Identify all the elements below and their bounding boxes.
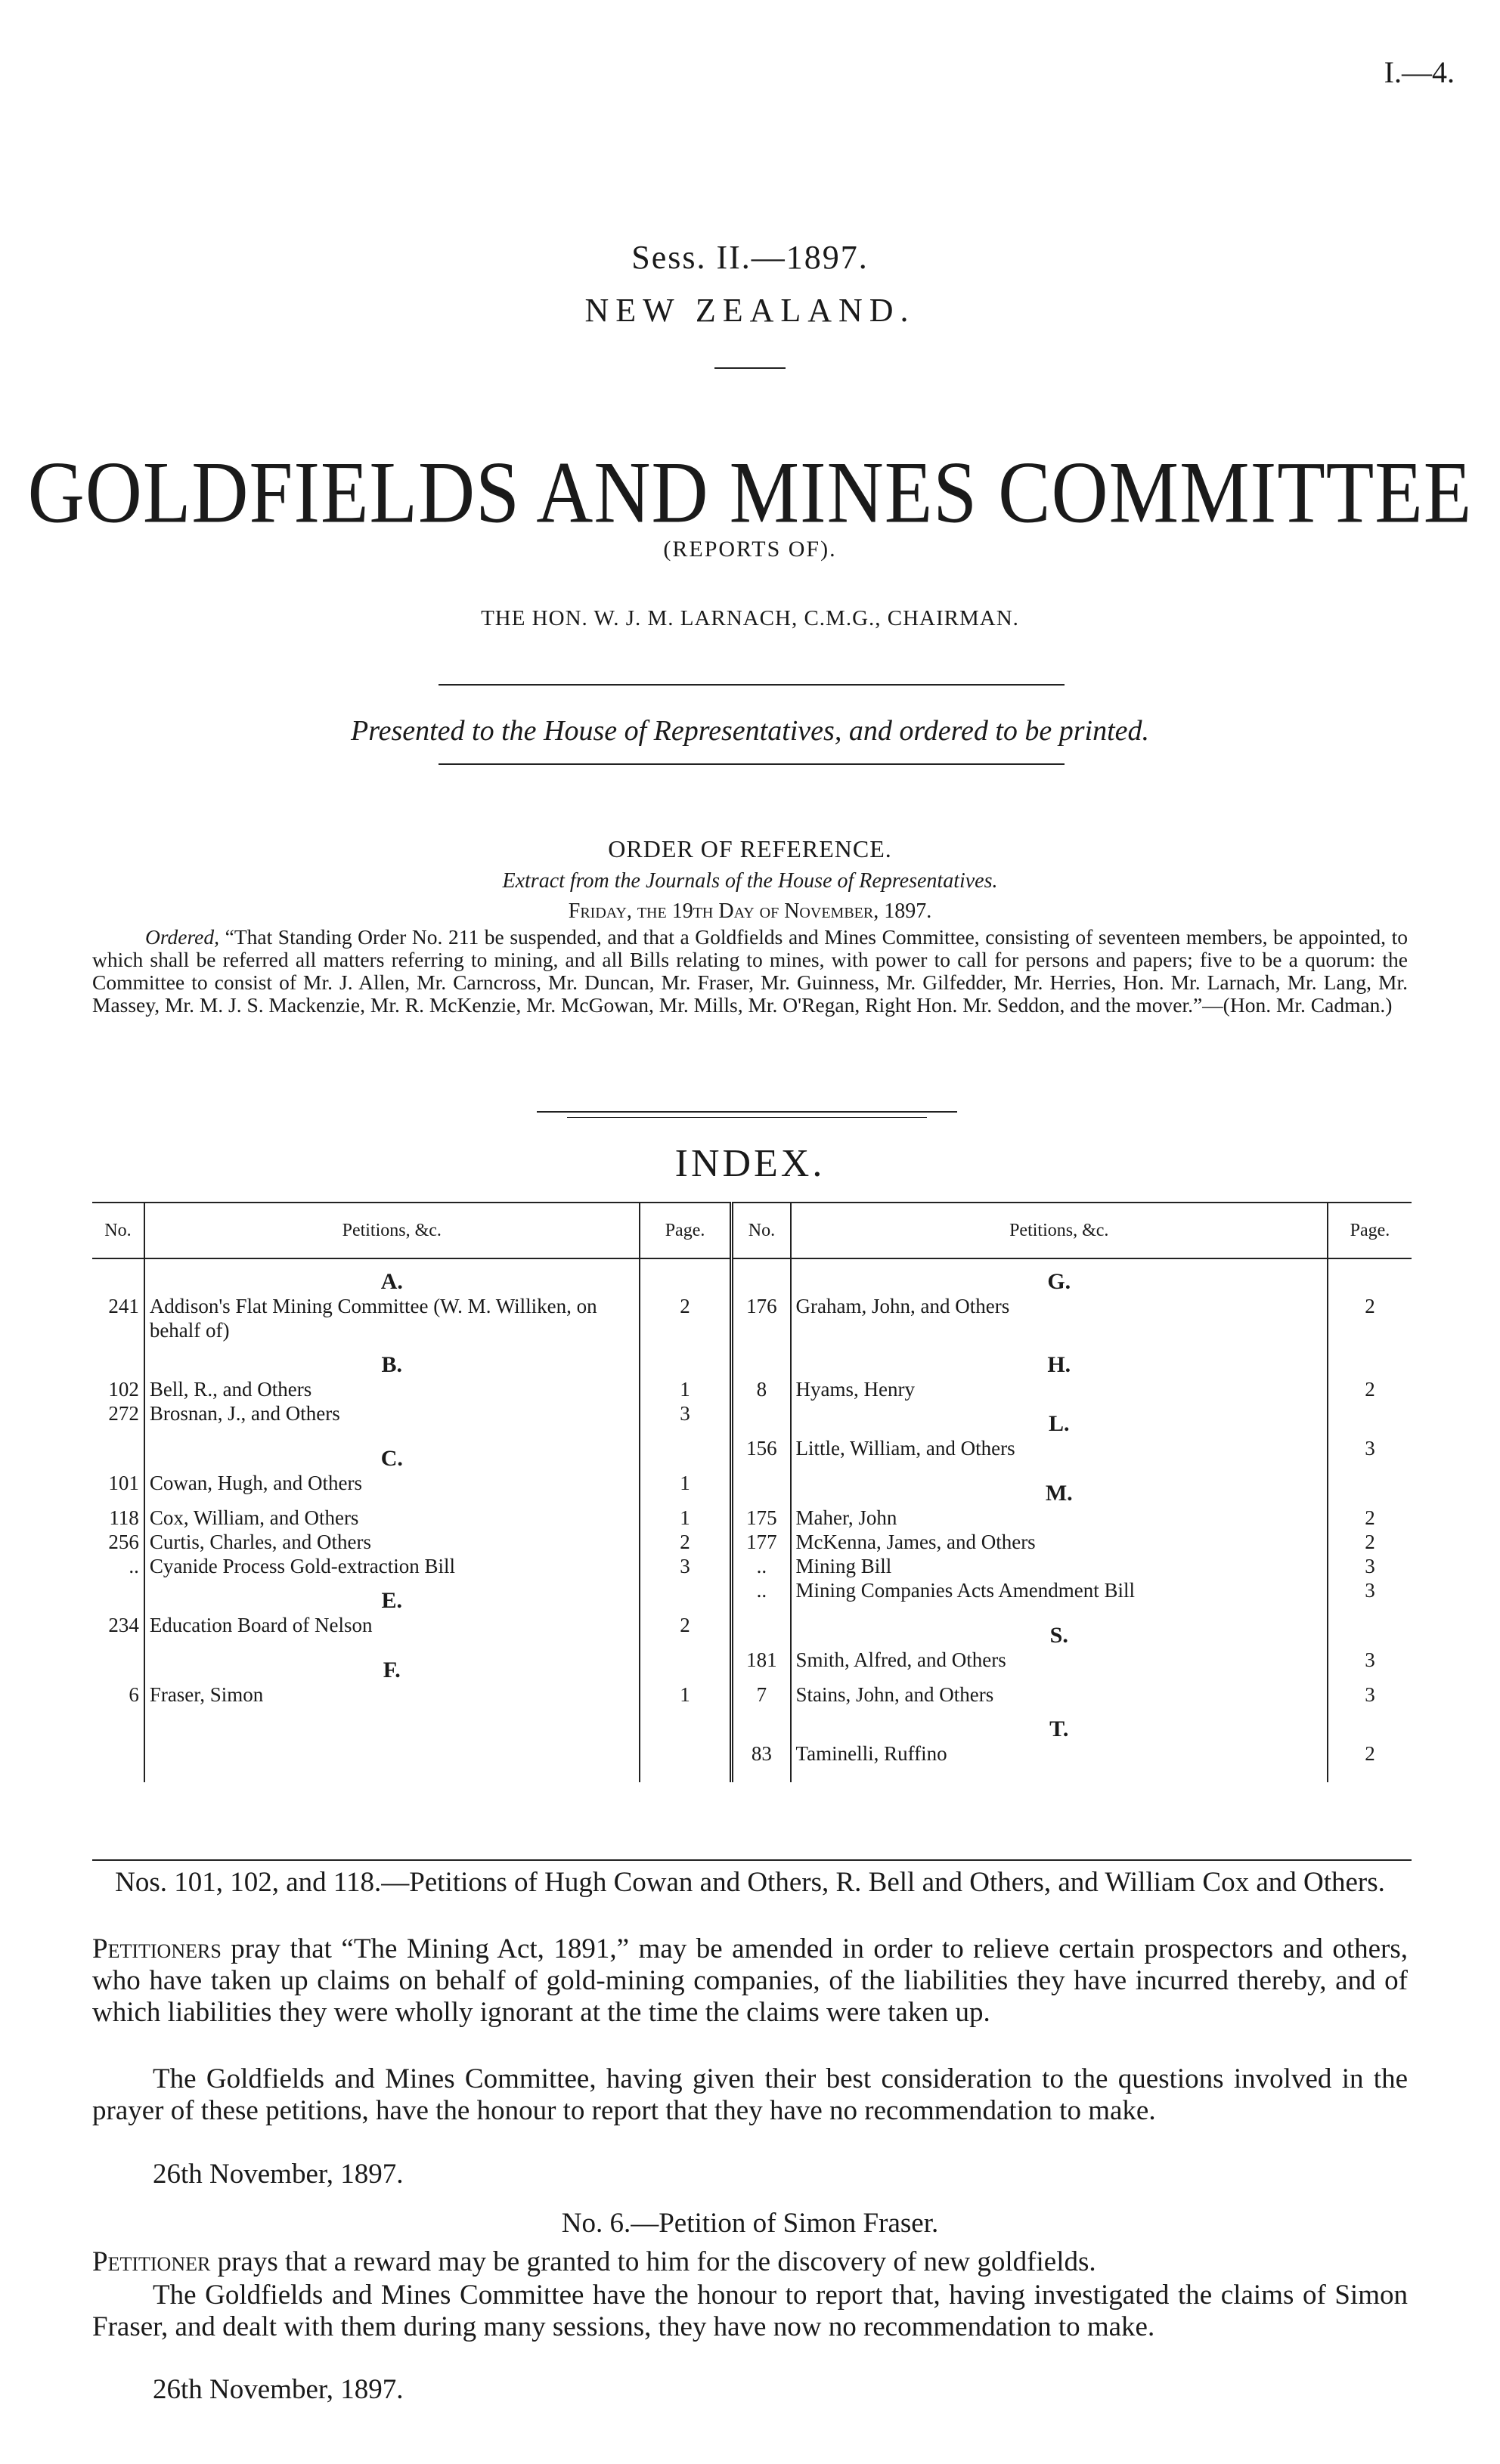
order-extract: Extract from the Journals of the House of Representatives. xyxy=(502,869,998,893)
index-letter-left: A. xyxy=(144,1258,640,1294)
col-no-right: No. xyxy=(732,1203,791,1258)
index-entry-text: McKenna, James, and Others xyxy=(795,1531,1036,1553)
index-no-left: 118 xyxy=(109,1506,139,1529)
index-row xyxy=(92,1401,1412,1436)
index-no-right xyxy=(732,1258,791,1294)
index-page-right: 3 xyxy=(1328,1554,1412,1578)
index-letter-right: M. xyxy=(791,1471,1328,1506)
section2-para2 xyxy=(92,2280,1408,2343)
col-no-left: No. xyxy=(92,1203,144,1258)
index-page-right: 2 xyxy=(1328,1530,1412,1554)
index-row xyxy=(92,1506,1412,1530)
section1-date: 26th November, 1897. xyxy=(153,2159,404,2190)
index-no-right: .. xyxy=(732,1578,791,1613)
section1-para1 xyxy=(92,1933,1408,2029)
index-entry-text: Mining Bill xyxy=(795,1555,892,1577)
index-row xyxy=(92,1578,1412,1613)
index-entry-left xyxy=(144,1707,640,1741)
index-entry-text: Curtis, Charles, and Others xyxy=(149,1531,372,1553)
index-entry-right xyxy=(791,1741,1328,1766)
index-page-right: 3 xyxy=(1328,1578,1412,1613)
index-page-left xyxy=(640,1578,732,1613)
session-line: Sess. II.—1897. xyxy=(631,239,869,276)
index-spacer-cell xyxy=(732,1766,791,1782)
chairman-line: THE HON. W. J. M. LARNACH, C.M.G., CHAIRMAN. xyxy=(481,606,1019,630)
index-page-left xyxy=(640,1436,732,1471)
divider-short xyxy=(714,367,786,369)
document-subtitle: (REPORTS OF). xyxy=(663,537,837,562)
index-no-right xyxy=(732,1342,791,1377)
index-page-right: 2 xyxy=(1328,1377,1412,1401)
index-letter-right: L. xyxy=(791,1401,1328,1436)
index-no-right xyxy=(732,1707,791,1741)
index-no-right xyxy=(732,1471,791,1506)
index-entry-left xyxy=(144,1506,640,1530)
index-spacer-cell xyxy=(92,1766,144,1782)
index-no-left: .. xyxy=(129,1555,139,1577)
index-entry-left xyxy=(144,1377,640,1401)
index-row xyxy=(92,1741,1412,1766)
index-page-right: 2 xyxy=(1328,1506,1412,1530)
index-page-right: 2 xyxy=(1328,1294,1412,1342)
index-spacer-cell xyxy=(791,1766,1328,1782)
index-page-left: 3 xyxy=(640,1401,732,1436)
index-no-right: 176 xyxy=(732,1294,791,1342)
section2-para1 xyxy=(92,2246,1408,2278)
index-no-right xyxy=(732,1401,791,1436)
index-entry-left xyxy=(144,1613,640,1648)
index-entry-text: Little, William, and Others xyxy=(795,1437,1015,1460)
index-entry-text: Brosnan, J., and Others xyxy=(149,1402,340,1425)
section2-p2-text: The Goldfields and Mines Committee have the honour to report that, having investigated the claims of Simon Fraser, and dealt with them during many sessions, they have now no recommendation to make. xyxy=(92,2280,1408,2342)
index-page-left xyxy=(640,1707,732,1741)
section1-p2-text: The Goldfields and Mines Committee, having given their best consideration to the questions involved in the prayer of these petitions, have the honour to report that they have no recommendation to make. xyxy=(92,2063,1408,2126)
section1-p1-text: pray that “The Mining Act, 1891,” may be amended in order to relieve certain prospectors and others, who have taken up claims on behalf of gold-mining companies, of the liabilities they have incurred thereby, and of which liabilities they were wholly ignorant at the time the claims were taken up. xyxy=(92,1933,1409,2028)
index-no-left xyxy=(92,1342,144,1377)
index-no-right: 177 xyxy=(732,1530,791,1554)
index-table xyxy=(92,1202,1412,1782)
index-entry-left xyxy=(144,1401,640,1436)
section1-heading-text: Nos. 101, 102, and 118.—Petitions of Hugh Cowan and Others, R. Bell and Others, and William Cox and Others. xyxy=(115,1867,1385,1898)
order-heading: ORDER OF REFERENCE. xyxy=(608,835,892,862)
index-spacer-row xyxy=(92,1766,1412,1782)
divider-presented-top xyxy=(439,684,1065,686)
index-entry-left xyxy=(144,1741,640,1766)
index-entry-left xyxy=(144,1682,640,1707)
section1-heading xyxy=(92,1867,1408,1899)
index-row xyxy=(92,1436,1412,1471)
index-entry-left xyxy=(144,1530,640,1554)
index-page-right xyxy=(1328,1401,1412,1436)
index-page-left: 1 xyxy=(640,1506,732,1530)
index-entry-text: Addison's Flat Mining Committee (W. M. Williken, on behalf of) xyxy=(149,1295,597,1342)
index-no-left: 102 xyxy=(108,1378,139,1401)
index-no-left: 256 xyxy=(108,1531,139,1553)
index-letter-left: C. xyxy=(144,1436,640,1471)
index-entry-text: Graham, John, and Others xyxy=(795,1295,1010,1317)
index-entry-right xyxy=(791,1436,1328,1471)
index-entry-text: Smith, Alfred, and Others xyxy=(795,1648,1006,1671)
col-page-left: Page. xyxy=(640,1203,732,1258)
index-page-right: 3 xyxy=(1328,1436,1412,1471)
index-entry-text: Education Board of Nelson xyxy=(149,1614,373,1636)
index-no-right xyxy=(732,1613,791,1648)
index-entry-right xyxy=(791,1578,1328,1613)
index-no-right: 83 xyxy=(732,1741,791,1766)
index-no-left xyxy=(92,1707,144,1741)
index-spacer-cell xyxy=(640,1766,732,1782)
index-page-right: 3 xyxy=(1328,1682,1412,1707)
index-no-left: 101 xyxy=(108,1472,139,1494)
index-page-right: 3 xyxy=(1328,1648,1412,1682)
index-no-right: 181 xyxy=(732,1648,791,1682)
index-letter-right: H. xyxy=(791,1342,1328,1377)
order-lead: Ordered, xyxy=(145,925,220,949)
index-no-left: 241 xyxy=(108,1295,139,1317)
index-no-left: 6 xyxy=(129,1683,139,1706)
index-page-left xyxy=(640,1342,732,1377)
index-page-left: 2 xyxy=(640,1530,732,1554)
index-no-left xyxy=(92,1578,144,1613)
index-page-right xyxy=(1328,1258,1412,1294)
index-letter-right: T. xyxy=(791,1707,1328,1741)
index-entry-right xyxy=(791,1554,1328,1578)
index-no-right: 175 xyxy=(732,1506,791,1530)
index-entry-left xyxy=(144,1554,640,1578)
order-date: Friday, the 19th Day of November, 1897. xyxy=(568,899,932,923)
index-page-left: 3 xyxy=(640,1554,732,1578)
index-entry-text: Cox, William, and Others xyxy=(149,1506,359,1529)
index-page-right xyxy=(1328,1471,1412,1506)
presented-line: Presented to the House of Representatives, and ordered to be printed. xyxy=(350,715,1150,747)
index-letter-left: B. xyxy=(144,1342,640,1377)
page-reference: I.—4. xyxy=(1384,55,1455,89)
index-entry-text: Fraser, Simon xyxy=(149,1683,264,1706)
index-spacer-cell xyxy=(1328,1766,1412,1782)
index-no-left xyxy=(92,1258,144,1294)
index-entry-text: Stains, John, and Others xyxy=(795,1683,994,1706)
index-heading: INDEX. xyxy=(674,1142,826,1185)
index-page-right xyxy=(1328,1707,1412,1741)
index-entry-right xyxy=(791,1506,1328,1530)
index-page-left: 2 xyxy=(640,1294,732,1342)
index-entry-right xyxy=(791,1530,1328,1554)
index-entry-right xyxy=(791,1377,1328,1401)
index-entry-text: Mining Companies Acts Amendment Bill xyxy=(795,1579,1136,1602)
index-page-left: 2 xyxy=(640,1613,732,1648)
index-spacer-cell xyxy=(144,1766,640,1782)
index-page-right xyxy=(1328,1342,1412,1377)
index-entry-text: Cyanide Process Gold-extraction Bill xyxy=(149,1555,455,1577)
index-entry-left xyxy=(144,1294,640,1342)
index-page-left: 1 xyxy=(640,1682,732,1707)
index-row xyxy=(92,1258,1412,1294)
index-header-row xyxy=(92,1203,1412,1258)
col-page-right: Page. xyxy=(1328,1203,1412,1258)
document-title: GOLDFIELDS AND MINES COMMITTEE xyxy=(27,444,1473,542)
index-row xyxy=(92,1342,1412,1377)
index-page-left: 1 xyxy=(640,1377,732,1401)
section2-heading: No. 6.—Petition of Simon Fraser. xyxy=(561,2208,939,2239)
index-page-left xyxy=(640,1741,732,1766)
order-body xyxy=(92,926,1408,1017)
col-petitions-right: Petitions, &c. xyxy=(791,1203,1328,1258)
index-entry-text: Cowan, Hugh, and Others xyxy=(149,1472,363,1494)
index-entry-right xyxy=(791,1294,1328,1342)
index-row xyxy=(92,1554,1412,1578)
col-petitions-left: Petitions, &c. xyxy=(144,1203,640,1258)
divider-index-top xyxy=(537,1111,957,1113)
section1-lead: Petitioners xyxy=(92,1933,222,1964)
section2-date: 26th November, 1897. xyxy=(153,2374,404,2405)
index-entry-text: Taminelli, Ruffino xyxy=(795,1742,947,1765)
divider-index-bottom xyxy=(92,1859,1412,1861)
index-no-left: 272 xyxy=(108,1402,139,1425)
index-row xyxy=(92,1530,1412,1554)
index-letter-left: F. xyxy=(144,1648,640,1682)
section1-para2 xyxy=(92,2063,1408,2127)
index-page-left: 1 xyxy=(640,1471,732,1506)
index-page-left xyxy=(640,1648,732,1682)
order-text: “That Standing Order No. 211 be suspended, and that a Goldfields and Mines Committee, consisting of seventeen members, be appointed, to which shall be referred all matters referring to mining, and all Bills relating to mines, with power to call for persons and papers; five to be a quorum: the Committee to consist of Mr. J. Allen, Mr. Carncross, Mr. Duncan, Mr. Fraser, Mr. Guinness, Mr. Gilfedder, Mr. Herries, Hon. Mr. Larnach, Mr. Lang, Mr. Massey, Mr. M. J. S. Mackenzie, Mr. R. McKenzie, Mr. McGowan, Mr. Mills, Mr. O'Regan, Right Hon. Mr. Seddon, and the mover.”—(Hon. Mr. Cadman.) xyxy=(92,925,1408,1017)
divider-index-top-2 xyxy=(567,1117,927,1118)
divider-presented-bottom xyxy=(439,763,1065,765)
index-letter-right: G. xyxy=(791,1258,1328,1294)
index-row xyxy=(92,1613,1412,1648)
index-no-right: 7 xyxy=(732,1682,791,1707)
section2-lead: Petitioner xyxy=(92,2246,211,2277)
index-row xyxy=(92,1377,1412,1401)
index-entry-text: Maher, John xyxy=(795,1506,897,1529)
index-no-left xyxy=(92,1436,144,1471)
index-letter-right: S. xyxy=(791,1613,1328,1648)
index-entry-right xyxy=(791,1682,1328,1707)
index-no-right: .. xyxy=(732,1554,791,1578)
index-row xyxy=(92,1648,1412,1682)
index-entry-text: Hyams, Henry xyxy=(795,1378,915,1401)
index-no-left xyxy=(92,1648,144,1682)
index-no-right: 8 xyxy=(732,1377,791,1401)
index-entry-left xyxy=(144,1471,640,1506)
index-entry-right xyxy=(791,1648,1328,1682)
index-no-left xyxy=(92,1741,144,1766)
index-entry-text: Bell, R., and Others xyxy=(149,1378,312,1401)
country-line: NEW ZEALAND. xyxy=(584,292,916,329)
index-page-right xyxy=(1328,1613,1412,1648)
index-page-left xyxy=(640,1258,732,1294)
index-no-right: 156 xyxy=(732,1436,791,1471)
index-no-left: 234 xyxy=(108,1614,139,1636)
index-row xyxy=(92,1707,1412,1741)
index-row xyxy=(92,1682,1412,1707)
index-row xyxy=(92,1471,1412,1506)
index-row xyxy=(92,1294,1412,1342)
index-page-right: 2 xyxy=(1328,1741,1412,1766)
section2-p1-text: prays that a reward may be granted to him for the discovery of new goldfields. xyxy=(217,2246,1096,2277)
index-letter-left: E. xyxy=(144,1578,640,1613)
